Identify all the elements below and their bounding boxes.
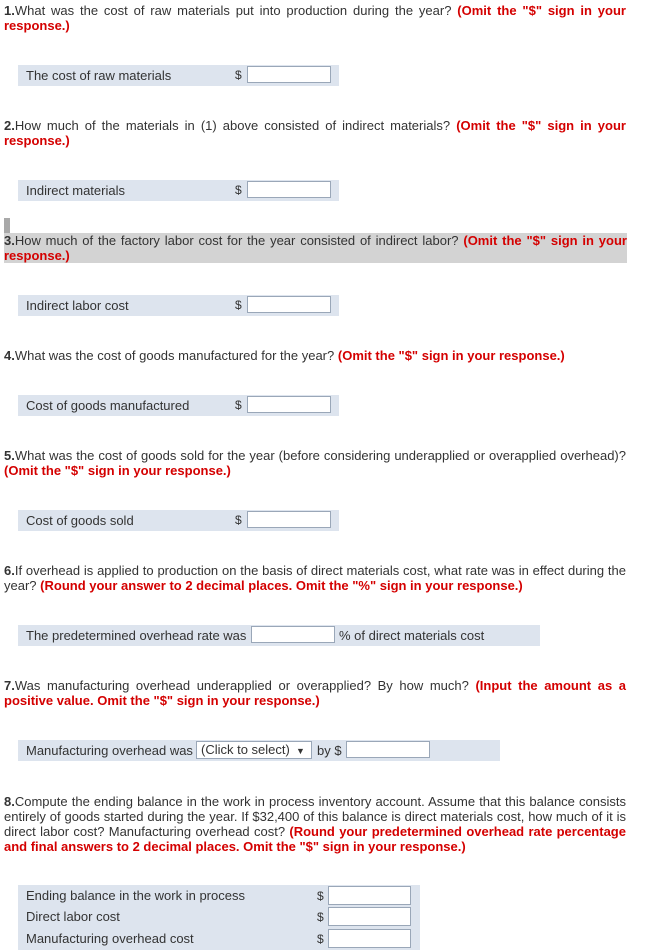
question-text: If overhead is applied to production on the basis of direct materials cost, what rate was in effect during the year? [4,563,626,593]
select-value: (Click to select) [201,742,290,757]
question-text: What was the cost of raw materials put into production during the year? [14,3,452,18]
question-7 [4,678,626,708]
cogs-input[interactable] [247,511,331,528]
answer-row-cogm [18,395,339,416]
dollar-sign: $ [317,932,324,946]
answer-row-cogs [18,510,339,531]
dollar-sign: $ [235,513,242,527]
wip-answer-block [18,885,420,950]
question-3 [4,233,627,263]
question-number: 6. [4,563,15,578]
overhead-rate-input[interactable] [251,626,335,643]
answer-row-indirect-materials [18,180,339,201]
dollar-sign: $ [235,298,242,312]
answer-label: Manufacturing overhead was [26,743,193,758]
answer-label: Cost of goods manufactured [26,398,190,413]
indirect-materials-input[interactable] [247,181,331,198]
dollar-sign: $ [235,68,242,82]
question-hint: (Omit the "$" sign in your response.) [4,233,627,263]
answer-row-overhead-rate [18,625,540,646]
question-6 [4,563,626,593]
question-number: 1. [4,3,15,18]
overhead-amount-input[interactable] [346,741,430,758]
wip-row-direct-labor [26,906,316,927]
answer-label: Cost of goods sold [26,513,134,528]
question-text: What was the cost of goods manufactured for the year? [14,348,335,363]
raw-materials-input[interactable] [247,66,331,83]
question-1 [4,3,626,33]
question-hint: (Input the amount as a positive value. Omit the "$" sign in your response.) [4,678,626,708]
direct-labor-input[interactable] [328,907,411,926]
chevron-down-icon: ▼ [293,746,305,756]
answer-label: Manufacturing overhead cost [26,931,194,946]
indirect-labor-input[interactable] [247,296,331,313]
question-hint: (Omit the "$" sign in your response.) [4,463,231,478]
answer-label: Direct labor cost [26,909,120,924]
question-text: What was the cost of goods sold for the year (before considering underapplied or overapplied overhead)? [14,448,626,463]
question-8 [4,794,626,854]
question-text: How much of the materials in (1) above consisted of indirect materials? [14,118,451,133]
question-number: 8. [4,794,15,809]
question-hint: (Omit the "$" sign in your response.) [4,3,626,33]
question-text: How much of the factory labor cost for the year consisted of indirect labor? [14,233,459,248]
ending-balance-input[interactable] [328,886,411,905]
question-hint: (Round your predetermined overhead rate percentage and final answers to 2 decimal places. Omit the "$" sign in your response.) [4,824,626,854]
question-number: 3. [4,233,15,248]
question-number: 7. [4,678,15,693]
dollar-sign: $ [235,183,242,197]
answer-row-overhead-applied [18,740,500,761]
question-hint: (Round your answer to 2 decimal places. Omit the "%" sign in your response.) [40,578,523,593]
question-number: 4. [4,348,15,363]
answer-label: The cost of raw materials [26,68,172,83]
question-number: 2. [4,118,15,133]
applied-select[interactable] [196,741,312,759]
by-label: by $ [317,743,342,758]
question-text: Was manufacturing overhead underapplied or overapplied? By how much? [14,678,469,693]
wip-row-overhead [26,928,316,949]
answer-row-indirect-labor [18,295,339,316]
question-2 [4,118,626,148]
question-5 [4,448,626,478]
answer-label: Ending balance in the work in process [26,888,245,903]
answer-label: Indirect labor cost [26,298,129,313]
rate-suffix: % of direct materials cost [339,628,485,643]
question-number: 5. [4,448,15,463]
question-hint: (Omit the "$" sign in your response.) [4,118,626,148]
dollar-sign: $ [235,398,242,412]
question-4 [4,348,626,363]
dollar-sign: $ [317,910,324,924]
cogm-input[interactable] [247,396,331,413]
dollar-sign: $ [317,889,324,903]
question-text: Compute the ending balance in the work in process inventory account. Assume that this balance consists entirely of goods started during the year. If $32,400 of this balance is direct materials cost, how much of it is direct labor cost? Manufacturing overhead cost? [4,794,626,839]
answer-row-raw-materials [18,65,339,86]
question-hint: (Omit the "$" sign in your response.) [337,348,565,363]
answer-label: The predetermined overhead rate was [26,628,247,643]
overhead-cost-input[interactable] [328,929,411,948]
answer-label: Indirect materials [26,183,125,198]
selection-marker [4,218,10,234]
